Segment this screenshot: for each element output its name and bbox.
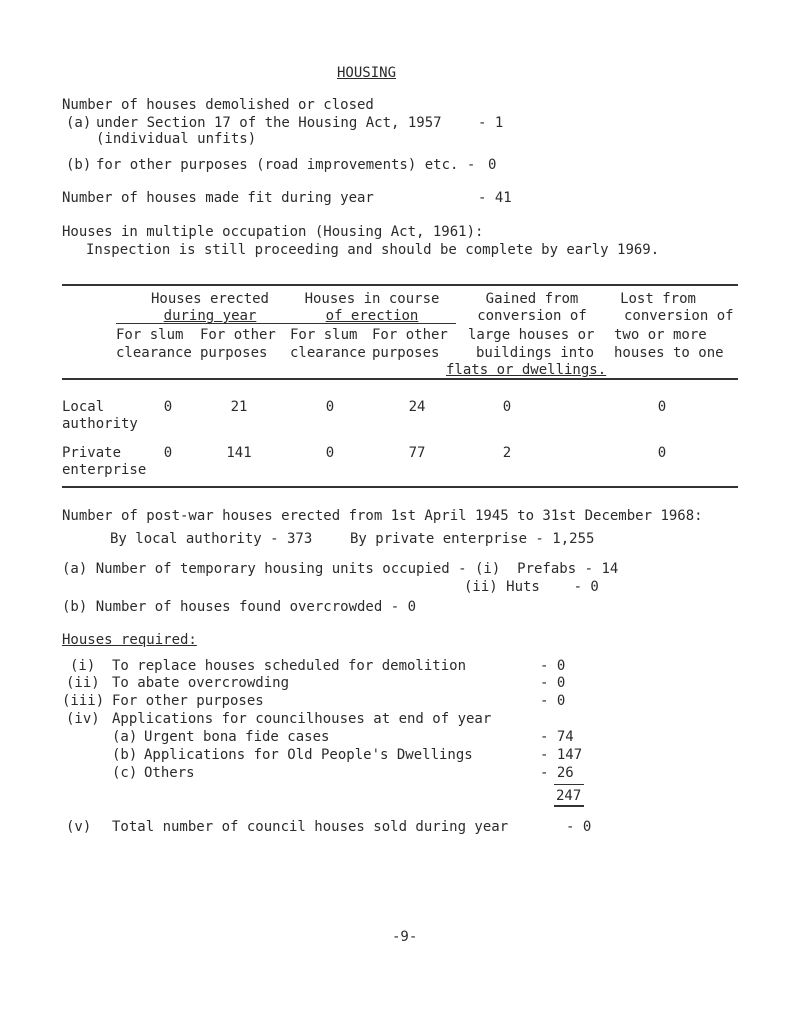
required-sub-value: - 26 <box>540 765 574 781</box>
demolished-a-label: (a) <box>66 115 92 131</box>
th-slum-1: For slum <box>116 327 184 343</box>
table-header-erected: Houses erected <box>150 291 269 307</box>
required-item-label: (ii) <box>66 675 100 691</box>
table-cell: 141 <box>226 445 252 461</box>
made-fit-value: - 41 <box>478 190 512 206</box>
multiple-occupation-line1: Houses in multiple occupation (Housing Act, 1961): <box>62 224 484 240</box>
required-item-value: - 0 <box>540 693 566 709</box>
th-slum2-2: clearance <box>290 345 366 361</box>
demolished-heading: Number of houses demolished or closed <box>62 97 374 113</box>
required-item-label: (iii) <box>62 693 105 709</box>
table-header-erected-2: during year <box>163 308 257 324</box>
table-row-label-2: enterprise <box>62 462 147 478</box>
th-other2-2: purposes <box>372 345 440 361</box>
post-war-private: By private enterprise - 1,255 <box>350 531 595 547</box>
required-v-text: Total number of council houses sold during year <box>112 819 509 835</box>
required-v-value: - 0 <box>566 819 592 835</box>
required-sub-value: - 74 <box>540 729 574 745</box>
table-cell: 21 <box>230 399 248 415</box>
demolished-b-label: (b) <box>66 157 92 173</box>
th-other2-1: For other <box>372 327 448 343</box>
table-cell: 24 <box>408 399 426 415</box>
table-cell: 0 <box>502 399 512 415</box>
th-slum2-1: For slum <box>290 327 358 343</box>
made-fit-text: Number of houses made fit during year <box>62 190 374 206</box>
table-cell: 0 <box>657 399 667 415</box>
required-sub-text: Urgent bona fide cases <box>144 729 330 745</box>
required-sub-label: (a) <box>112 729 138 745</box>
required-sub-text: Others <box>144 765 195 781</box>
required-item-label: (i) <box>70 658 96 674</box>
demolished-b-value: 0 <box>488 157 497 173</box>
table-cell: 77 <box>408 445 426 461</box>
table-row-label: Private <box>62 445 122 461</box>
table-row-label-2: authority <box>62 416 138 432</box>
demolished-b-text: for other purposes (road improvements) etc. - <box>96 157 476 173</box>
post-war-line: Number of post-war houses erected from 1st April 1945 to 31st December 1968: <box>62 508 703 524</box>
th-other-2: purposes <box>200 345 268 361</box>
th-slum-2: clearance <box>116 345 192 361</box>
total-rule-top <box>554 784 584 785</box>
demolished-a-text: under Section 17 of the Housing Act, 1957 <box>96 115 442 131</box>
page-title: HOUSING <box>337 65 397 81</box>
th-gained-4: buildings into <box>476 345 595 361</box>
th-lost-4: houses to one <box>614 345 724 361</box>
demolished-a-text-2: (individual unfits) <box>96 131 257 147</box>
required-total: 247 <box>556 788 582 804</box>
temporary-a-2: (ii) Huts - 0 <box>464 579 599 595</box>
demolished-a-value: - 1 <box>478 115 504 131</box>
required-sub-text: Applications for Old People's Dwellings <box>144 747 473 763</box>
table-bottom-rule <box>62 486 738 488</box>
table-header-in-course-2: of erection <box>325 308 419 324</box>
table-cell: 0 <box>325 399 335 415</box>
th-gained-5: flats or dwellings. <box>446 362 607 378</box>
required-item-text: Applications for councilhouses at end of year <box>112 711 492 727</box>
post-war-local: By local authority - 373 <box>110 531 313 547</box>
required-heading: Houses required: <box>62 632 197 648</box>
table-header-lost: Lost from <box>620 291 696 307</box>
th-other-1: For other <box>200 327 276 343</box>
table-header-lost-2: conversion of <box>624 308 734 324</box>
required-v-label: (v) <box>66 819 92 835</box>
temporary-a: (a) Number of temporary housing units occupied - (i) Prefabs - 14 <box>62 561 619 577</box>
required-sub-label: (b) <box>112 747 138 763</box>
temporary-b: (b) Number of houses found overcrowded - 0 <box>62 599 417 615</box>
multiple-occupation-line2: Inspection is still proceeding and should be complete by early 1969. <box>86 242 660 258</box>
required-item-value: - 0 <box>540 675 566 691</box>
required-item-value: - 0 <box>540 658 566 674</box>
table-row-label: Local <box>62 399 105 415</box>
table-subheader-rule <box>116 323 456 324</box>
required-sub-value: - 147 <box>540 747 583 763</box>
required-item-text: To abate overcrowding <box>112 675 290 691</box>
table-header-gained: Gained from <box>485 291 579 307</box>
required-item-text: To replace houses scheduled for demolition <box>112 658 467 674</box>
table-cell: 0 <box>657 445 667 461</box>
page-number: -9- <box>392 929 418 945</box>
table-header-gained-2: conversion of <box>477 308 587 324</box>
table-header-rule <box>62 378 738 380</box>
table-cell: 0 <box>163 445 173 461</box>
table-cell: 2 <box>502 445 512 461</box>
th-gained-3: large houses or <box>468 327 595 343</box>
table-cell: 0 <box>325 445 335 461</box>
total-rule-bottom <box>554 805 584 807</box>
required-item-label: (iv) <box>66 711 100 727</box>
th-lost-3: two or more <box>614 327 707 343</box>
required-sub-label: (c) <box>112 765 138 781</box>
required-item-text: For other purposes <box>112 693 264 709</box>
table-cell: 0 <box>163 399 173 415</box>
table-top-rule <box>62 284 738 286</box>
table-header-in-course: Houses in course <box>304 291 440 307</box>
